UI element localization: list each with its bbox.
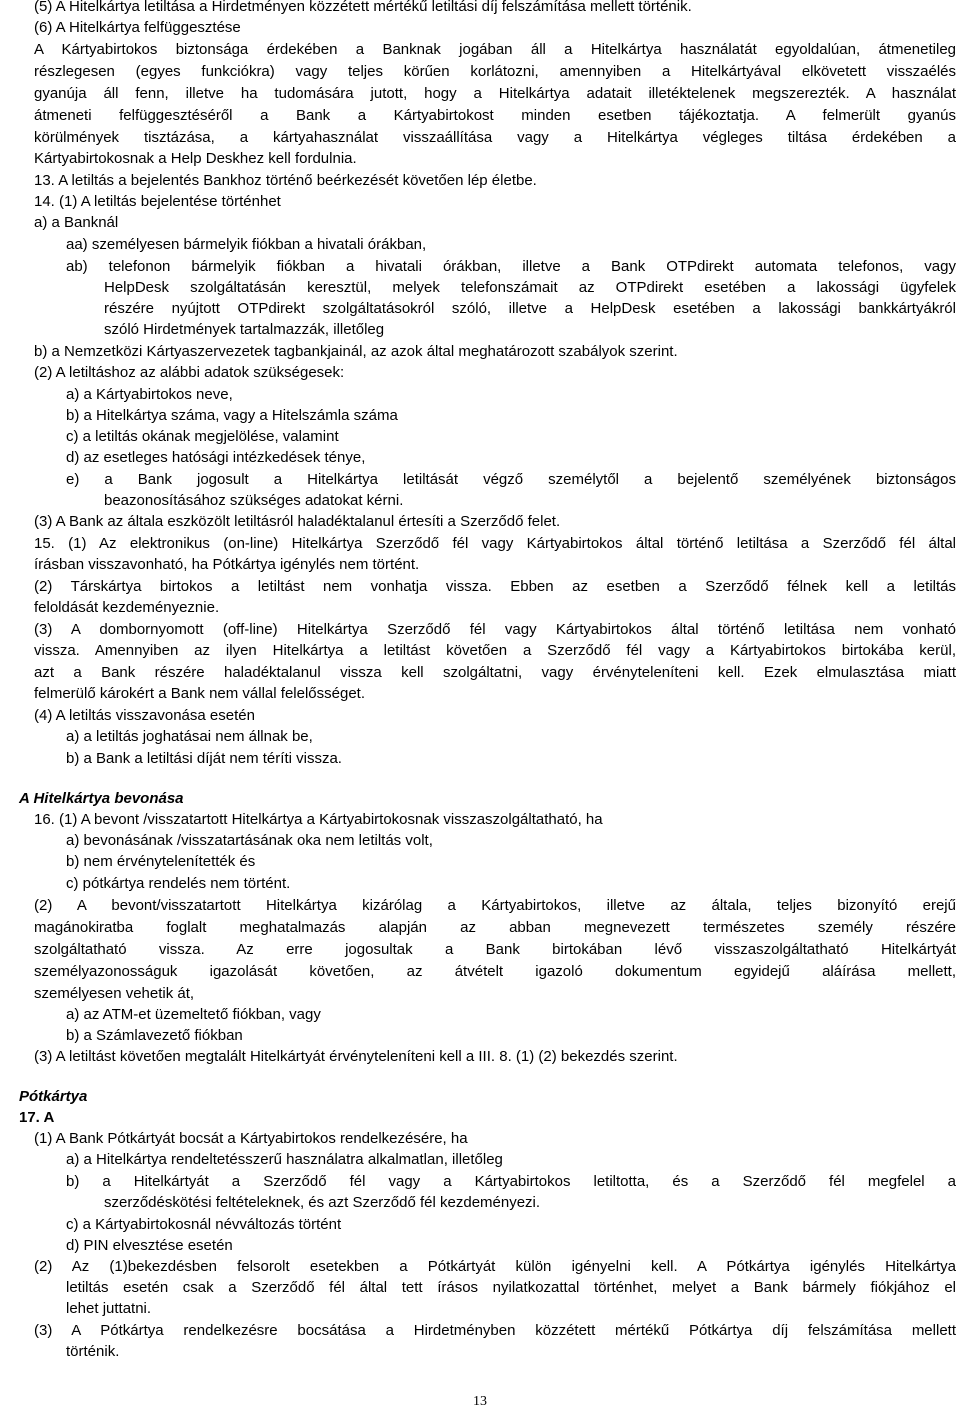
text-line: (4) A letiltás visszavonása esetén: [34, 707, 255, 724]
text-line: (2) A letiltáshoz az alábbi adatok szükségesek:: [34, 364, 345, 381]
text-line: (3) A Pótkártya rendelkezésre bocsátása a Hirdetményben közzétett mértékű Pótkártya díj felszámítása mellett: [34, 1322, 956, 1339]
text-line: 16. (1) A bevont /visszatartott Hitelkártya a Kártyabirtokosnak visszaszolgáltatható, ha: [34, 811, 603, 828]
text-line: (3) A letiltást követően megtalált Hitelkártyát érvényteleníteni kell a III. 8. (1) (2) bekezdés szerint.: [34, 1048, 678, 1065]
text-line: körülmények tisztázása, a kártyahasználat visszaállítása vagy a Hitelkártya végleges tiltása érdekében a: [34, 129, 956, 146]
text-line: személyesen vehetik át,: [34, 985, 195, 1002]
text-line: Kártyabirtokosnak a Help Deskhez kell fordulnia.: [34, 150, 357, 167]
text-line: lehet juttatni.: [66, 1300, 152, 1317]
text-line: b) a Hitelkártyát a Szerződő fél vagy a Kártyabirtokos letiltotta, és a Szerződő fél megfelel a: [66, 1173, 956, 1190]
text-line: részlegesen (egyes funkciókra) vagy teljes körűen korlátozni, amennyiben a Hitelkártyával elkövetett visszaélés: [34, 63, 956, 80]
text-line: b) nem érvénytelenítették és: [66, 853, 256, 870]
text-line: (2) A bevont/visszatartott Hitelkártya kizárólag a Kártyabirtokos, illetve az általa, teljes bizonyító erejű: [34, 897, 956, 914]
text-line: A Kártyabirtokos biztonsága érdekében a Banknak jogában áll a Hitelkártya használatát egyoldalúan, átmenetileg: [34, 41, 956, 58]
text-line: a) a letiltás joghatásai nem állnak be,: [66, 728, 313, 745]
text-line: (2) Az (1)bekezdésben felsorolt esetekben a Pótkártyát külön igényelni kell. A Pótkártya igénylés Hitelkártya: [34, 1258, 956, 1275]
text-line: b) a Hitelkártya száma, vagy a Hitelszámla száma: [66, 407, 398, 424]
text-line: e) a Bank jogosult a Hitelkártya letiltását végző személytől a bejelentő személyének biztonságos: [66, 471, 956, 488]
text-line: (3) A dombornyomott (off-line) Hitelkártya Szerződő fél vagy Kártyabirtokos által történő letiltása nem vonható: [34, 621, 956, 638]
text-line: feloldását kezdeményeznie.: [34, 599, 220, 616]
text-line: (1) A Bank Pótkártyát bocsát a Kártyabirtokos rendelkezésére, ha: [34, 1130, 468, 1147]
text-line: HelpDesk szolgáltatásán keresztül, melyek telefonszámait az OTPdirekt esetében a lakossági ügyfelek: [104, 279, 956, 296]
text-line: aa) személyesen bármelyik fiókban a hivatali órákban,: [66, 236, 427, 253]
text-line: b) a Nemzetközi Kártyaszervezetek tagbankjainál, az azok által meghatározott szabályok szerint.: [34, 343, 678, 360]
section-heading: Pótkártya: [19, 1088, 88, 1105]
text-line: 15. (1) Az elektronikus (on-line) Hitelkártya Szerződő fél vagy Kártyabirtokos által történő letiltása a Szerződő fél által: [34, 535, 956, 552]
text-line: azt a Bank részére haladéktalanul vissza kell szolgáltatni, vagy érvényteleníteni kell. Ezek elmulasztása miatt: [34, 664, 956, 681]
text-line: c) a Kártyabirtokosnál névváltozás történt: [66, 1216, 342, 1233]
text-line: 17. A: [19, 1109, 55, 1126]
text-line: személyazonosságuk igazolását követően, az átvételt igazoló dokumentum egyidejű aláírása mellett,: [34, 963, 956, 980]
text-line: részére nyújtott OTPdirekt szolgáltatásokról szóló, illetve a HelpDesk esetében a lakossági bankkártyákról: [104, 300, 956, 317]
text-line: b) a Számlavezető fiókban: [66, 1027, 243, 1044]
text-line: (2) Társkártya birtokos a letiltást nem vonhatja vissza. Ebben az esetben a Szerződő félnek kell a letiltás: [34, 578, 956, 595]
text-line: 13. A letiltás a bejelentés Bankhoz történő beérkezését követően lép életbe.: [34, 172, 537, 189]
text-line: c) pótkártya rendelés nem történt.: [66, 875, 291, 892]
text-line: 14. (1) A letiltás bejelentése történhet: [34, 193, 281, 210]
text-line: vissza. Amennyiben az ilyen Hitelkártya a letiltást követően a Szerződő fél vagy a Kártyabirtokos birtokába kerül,: [34, 642, 956, 659]
text-line: a) a Hitelkártya rendeltetésszerű használatra alkalmatlan, illetőleg: [66, 1151, 503, 1168]
text-line: szóló Hirdetmények tartalmazzák, illetőleg: [104, 321, 385, 338]
text-line: (6) A Hitelkártya felfüggesztése: [34, 19, 241, 36]
text-line: felmerülő károkért a Bank nem vállal felelősséget.: [34, 685, 365, 702]
text-line: átmeneti felfüggesztéséről a Bank a Kártyabirtokost minden esetben tájékoztatja. A felmerült gyanús: [34, 107, 956, 124]
text-line: c) a letiltás okának megjelölése, valamint: [66, 428, 339, 445]
text-line: a) a Banknál: [34, 214, 119, 231]
text-line: szerződéskötési feltételeknek, és azt Szerződő fél kezdeményezi.: [104, 1194, 541, 1211]
section-heading: A Hitelkártya bevonása: [19, 790, 184, 807]
text-line: gyanúja áll fenn, illetve ha tudomására jutott, hogy a Hitelkártya adatait illetéktelenek megszerezték. A használat: [34, 85, 956, 102]
text-line: d) az esetleges hatósági intézkedések ténye,: [66, 449, 366, 466]
text-line: a) a Kártyabirtokos neve,: [66, 386, 233, 403]
text-line: ab) telefonon bármelyik fiókban a hivatali órákban, illetve a Bank OTPdirekt automata telefonos, vagy: [66, 258, 956, 275]
text-line: a) bevonásának /visszatartásának oka nem letiltás volt,: [66, 832, 433, 849]
page-number: 13: [473, 1394, 487, 1409]
text-line: szolgáltatható vissza. Az erre jogosultak a Bank birtokában lévő visszaszolgáltatható Hitelkártyát: [34, 941, 956, 958]
text-line: történik.: [66, 1343, 120, 1360]
text-line: d) PIN elvesztése esetén: [66, 1237, 233, 1254]
text-line: b) a Bank a letiltási díját nem téríti vissza.: [66, 750, 342, 767]
text-line: beazonosításához szükséges adatokat kérni.: [104, 492, 404, 509]
text-line: (3) A Bank az általa eszközölt letiltásról haladéktalanul értesíti a Szerződő felet.: [34, 513, 561, 530]
text-line: letiltás esetén csak a Szerződő fél által tett írásos nyilatkozattal történhet, melyet a Bank bármely fiókjához el: [66, 1279, 956, 1296]
text-line: (5) A Hitelkártya letiltása a Hirdetményen közzétett mértékű letiltási díj felszámítása mellett történik.: [34, 0, 692, 15]
text-line: magánokiratba foglalt meghatalmazás alapján az abban megnevezett természetes személy részére: [34, 919, 956, 936]
text-line: írásban visszavonható, ha Pótkártya igénylés nem történt.: [34, 556, 420, 573]
text-line: a) az ATM-et üzemeltető fiókban, vagy: [66, 1006, 321, 1023]
